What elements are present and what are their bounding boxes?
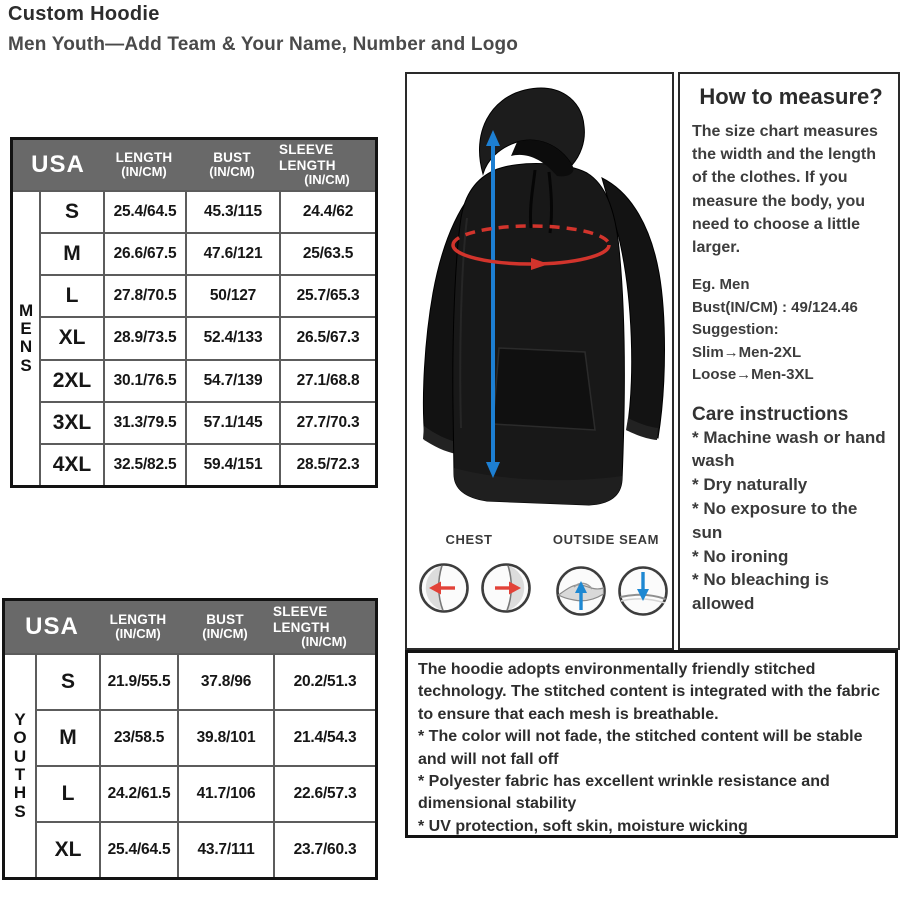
page-title: Custom Hoodie [8,3,160,25]
example-line: Suggestion: [692,321,779,339]
usa-label: USA [25,613,79,641]
bust-cell: 50/127 [185,274,279,316]
sleeve-cell: 20.2/51.3 [273,653,375,709]
length-cell: 32.5/82.5 [103,443,185,485]
description-bullet: * UV protection, soft skin, moisture wicking [418,817,748,835]
length-cell: 26.6/67.5 [103,232,185,274]
column-header-bust: BUST (IN/CM) [185,140,279,190]
sleeve-cell: 23.7/60.3 [273,821,375,877]
sleeve-cell: 28.5/72.3 [279,443,375,485]
size-cell: M [39,232,103,274]
how-to-measure-heading: How to measure? [699,84,883,109]
chest-measure-right-icon [479,561,533,615]
example-line: Loose→Men-3XL [692,366,814,384]
length-cell: 21.9/55.5 [99,653,177,709]
sleeve-cell: 25.7/65.3 [279,274,375,316]
bust-cell: 39.8/101 [177,709,273,765]
mens-group-label-cell [13,190,39,485]
column-header-length: LENGTH (IN/CM) [99,601,177,653]
length-cell: 24.2/61.5 [99,765,177,821]
product-description-box [405,650,898,838]
outside-seam-label: OUTSIDE SEAM [552,532,660,547]
description-intro: The hoodie adopts environmentally friendly stitched technology. The stitched content is integrated with the fabric to ensure that each mesh is breathable. [418,661,880,723]
column-header-usa [5,601,99,653]
how-to-measure-panel [678,72,900,650]
size-cell: 2XL [39,359,103,401]
size-cell: S [39,190,103,232]
sleeve-cell: 25/63.5 [279,232,375,274]
kangaroo-pocket [493,348,595,430]
length-cell: 23/58.5 [99,709,177,765]
column-header-length: LENGTH (IN/CM) [103,140,185,190]
sleeve-cell: 21.4/54.3 [273,709,375,765]
example-line: Bust(IN/CM) : 49/124.46 [692,298,858,316]
care-item: * Dry naturally [692,475,808,495]
bust-cell: 37.8/96 [177,653,273,709]
care-instructions-heading: Care instructions [692,403,849,425]
length-cell: 25.4/64.5 [103,190,185,232]
size-cell: L [35,765,99,821]
length-cell: 25.4/64.5 [99,821,177,877]
size-cell: XL [39,316,103,358]
hoodie-diagram-box [405,72,674,650]
mens-size-table [10,137,378,488]
bust-cell: 45.3/115 [185,190,279,232]
example-line: Slim→Men-2XL [692,343,802,361]
outside-seam-up-icon [554,564,608,618]
bust-cell: 54.7/139 [185,359,279,401]
length-cell: 30.1/76.5 [103,359,185,401]
outside-seam-down-icon [616,564,670,618]
column-header-sleeve-length: SLEEVE LENGTH (IN/CM) [279,140,375,190]
sleeve-cell: 26.5/67.3 [279,316,375,358]
sizing-example [692,274,890,387]
care-item: * No ironing [692,546,789,566]
chest-label: CHEST [445,532,493,547]
page-subtitle: Men Youth—Add Team & Your Name, Number and Logo [8,34,519,55]
care-item: * Machine wash or hand wash [692,427,886,471]
care-item: * No bleaching is allowed [692,570,829,614]
bust-cell: 47.6/121 [185,232,279,274]
sleeve-cell: 27.1/68.8 [279,359,375,401]
youths-group-label-cell [5,653,35,877]
sleeve-cell: 24.4/62 [279,190,375,232]
care-instructions-list [692,426,890,616]
example-line: Eg. Men [692,276,750,294]
column-header-sleeve-length: SLEEVE LENGTH (IN/CM) [273,601,375,653]
mens-vertical-label: MENS [19,300,34,375]
length-cell: 31.3/79.5 [103,401,185,443]
bust-cell: 52.4/133 [185,316,279,358]
bust-cell: 43.7/111 [177,821,273,877]
description-bullet: * Polyester fabric has excellent wrinkle resistance and dimensional stability [418,772,830,813]
bust-cell: 57.1/145 [185,401,279,443]
bust-cell: 59.4/151 [185,443,279,485]
description-bullet: * The color will not fade, the stitched content will be stable and will not fall off [418,728,863,768]
youths-size-table [2,598,378,880]
size-cell: L [39,274,103,316]
length-cell: 28.9/73.5 [103,316,185,358]
length-cell: 27.8/70.5 [103,274,185,316]
size-cell: M [35,709,99,765]
how-to-measure-text: The size chart measures the width and the length of the clothes. If you measure the body, you need to choose a little larger. [692,123,878,256]
size-cell: 4XL [39,443,103,485]
column-header-usa [13,140,103,190]
chest-measure-left-icon [417,561,471,615]
bust-cell: 41.7/106 [177,765,273,821]
size-cell: XL [35,821,99,877]
care-item: * No exposure to the sun [692,499,858,542]
size-cell: S [35,653,99,709]
hoodie-image [407,78,674,548]
youths-vertical-label: YOUTHS [13,709,27,821]
usa-label: USA [31,151,85,179]
column-header-bust: BUST (IN/CM) [177,601,273,653]
size-cell: 3XL [39,401,103,443]
sleeve-cell: 22.6/57.3 [273,765,375,821]
sleeve-cell: 27.7/70.3 [279,401,375,443]
